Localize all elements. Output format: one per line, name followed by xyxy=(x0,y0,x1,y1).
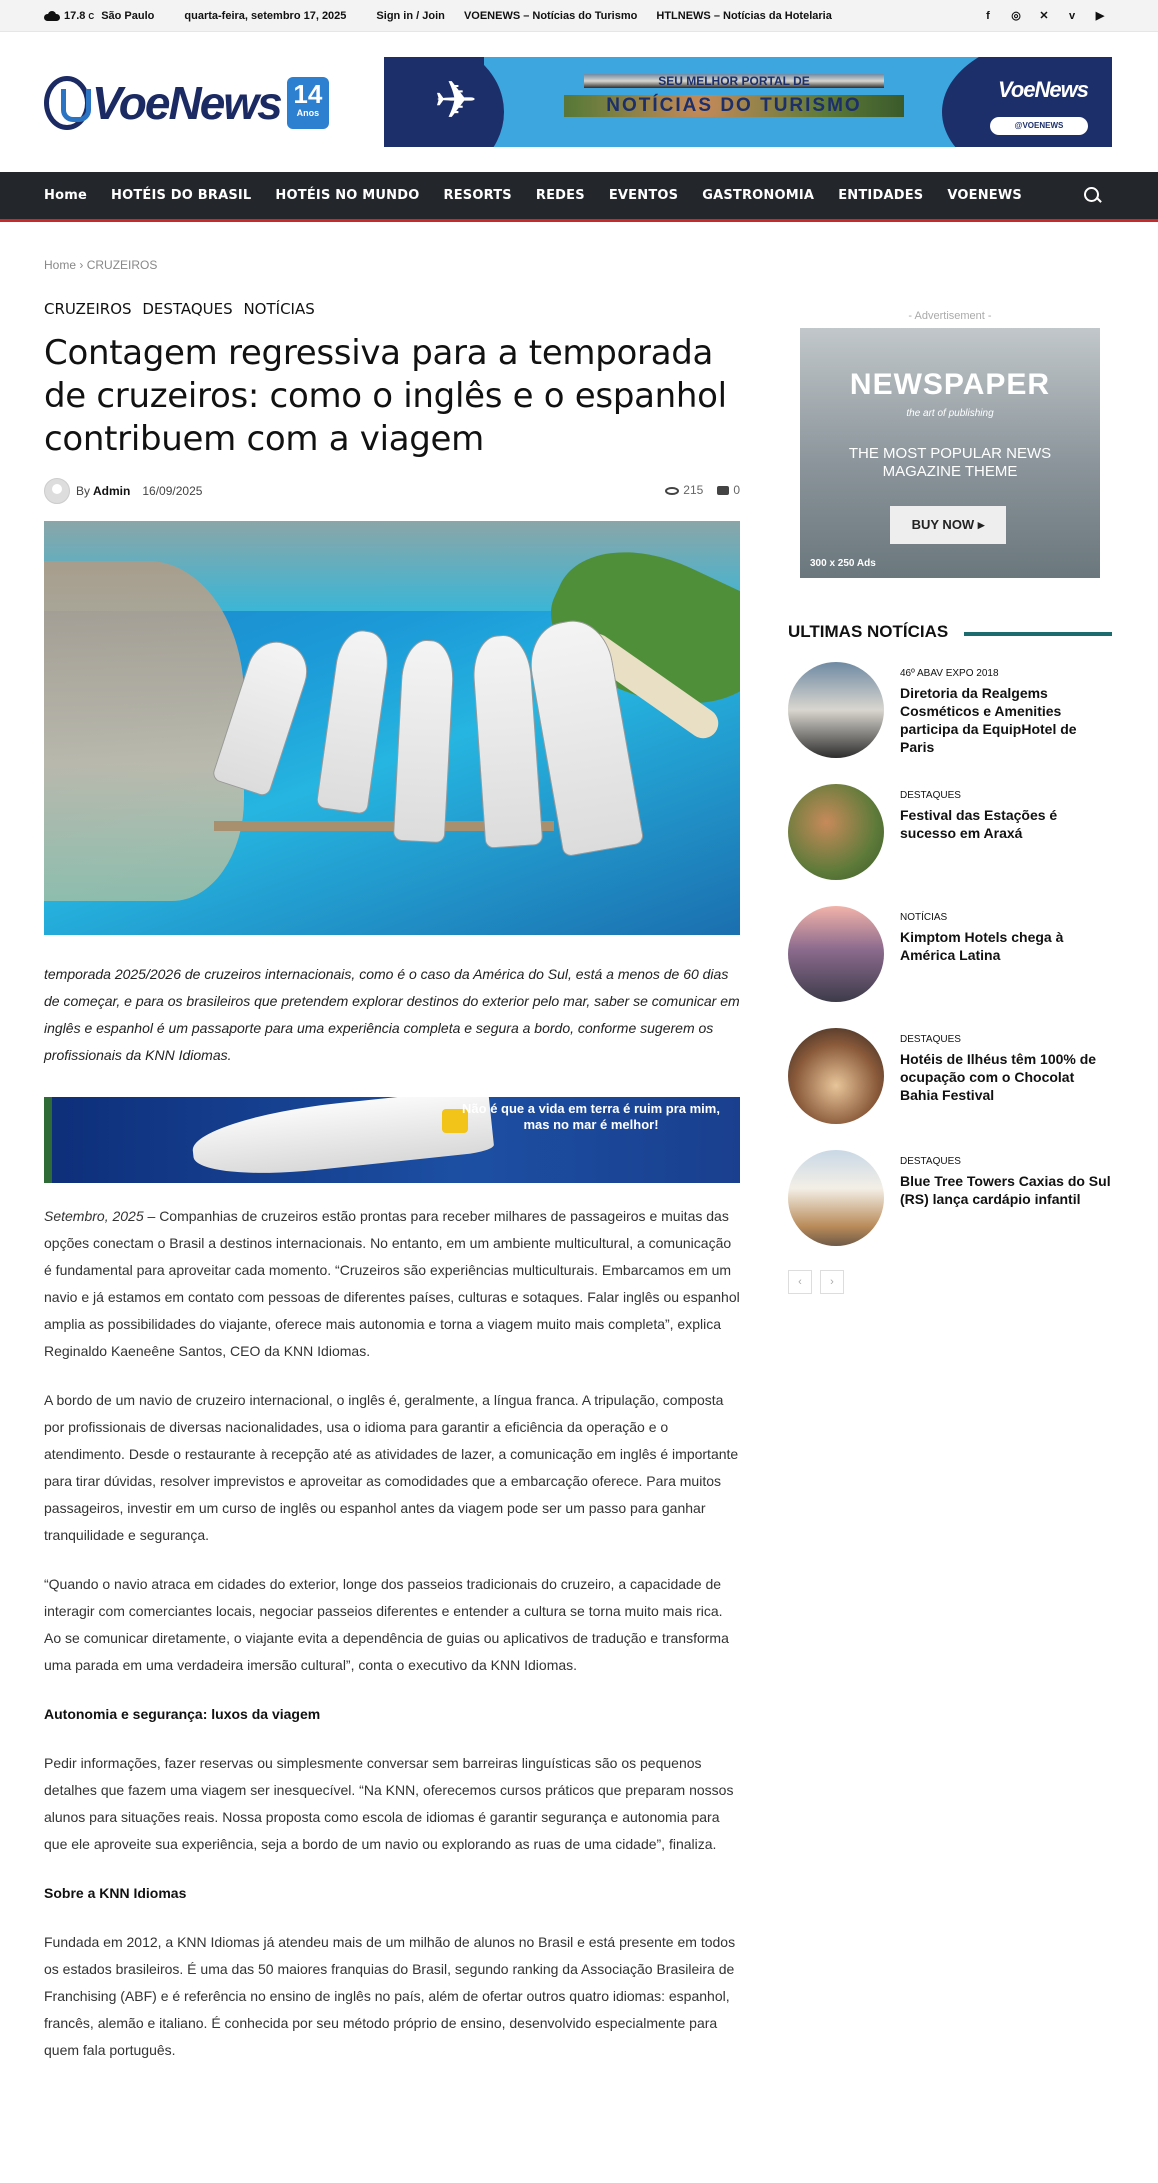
x-icon[interactable]: ✕ xyxy=(1039,10,1049,22)
news-category[interactable]: DESTAQUES xyxy=(900,790,961,801)
buy-now-label: BUY NOW xyxy=(911,517,975,532)
top-bar xyxy=(0,0,1158,32)
nav-item-redes[interactable]: REDES xyxy=(535,188,585,203)
news-category[interactable]: DESTAQUES xyxy=(900,1034,961,1045)
comment-icon xyxy=(717,486,729,495)
latest-news-title: ULTIMAS NOTÍCIAS xyxy=(788,622,964,641)
paragraph-1 xyxy=(44,1203,740,1365)
nav-item-entidades[interactable]: ENTIDADES xyxy=(838,188,924,203)
subheading-autonomia: Autonomia e segurança: luxos da viagem xyxy=(44,1706,321,1722)
article-title: Contagem regressiva para a temporada de cruzeiros: como o inglês e o espanhol contribuem com a viagem xyxy=(44,333,727,459)
promo-line-1: Não é que a vida em terra é ruim pra mim, xyxy=(462,1101,720,1116)
main-nav xyxy=(0,172,1158,222)
paragraph-4: Pedir informações, fazer reservas ou simplesmente conversar sem barreiras linguísticas são os pequenos detalhes que fazem uma viagem ser inesquecível. “Na KNN, oferecemos cursos práticos que preparam nossos alunos para situações reais. Nossa proposta como escola de idiomas é garantir segurança e autonomia para que ele aproveite sua experiência, seja a bordo de um navio ou explorando as ruas de uma cidade”, finaliza. xyxy=(44,1755,734,1852)
news-category[interactable]: NOTÍCIAS xyxy=(900,912,948,923)
cloud-icon xyxy=(44,11,60,21)
facebook-icon[interactable]: f xyxy=(986,10,990,22)
news-thumbnail[interactable] xyxy=(788,662,884,758)
buy-now-button[interactable] xyxy=(890,506,1006,544)
category-cruzeiros[interactable]: CRUZEIROS xyxy=(44,300,132,318)
sidebar xyxy=(788,300,1112,1294)
promo-banner-cruise[interactable] xyxy=(44,1097,740,1183)
youtube-icon[interactable]: ▶ xyxy=(1095,10,1105,22)
voenews-link[interactable]: VOENEWS – Notícias do Turismo xyxy=(463,10,638,22)
ad-line-1: THE MOST POPULAR NEWS xyxy=(848,445,1052,462)
news-title[interactable]: Kimptom Hotels chega à América Latina xyxy=(900,929,1064,963)
logo-text: VoeNews xyxy=(91,77,281,129)
hero-image-cruise-port xyxy=(44,521,740,935)
temperature-unit: C xyxy=(88,11,95,21)
badge-label: Anos xyxy=(296,108,320,118)
news-title[interactable]: Diretoria da Realgems Cosméticos e Amenities participa da EquipHotel de Paris xyxy=(900,685,1077,755)
vimeo-icon[interactable]: v xyxy=(1068,10,1076,22)
latest-news-heading xyxy=(788,622,1112,644)
logo-mark-icon xyxy=(44,76,90,130)
paragraph-1-text: – Companhias de cruzeiros estão prontas para receber milhares de passageiros e muitas das opções conectam o Brasil a destinos internacionais. No entanto, em um ambiente multicultural, a comunicação é fundamental para aproveitar cada momento. “Cruzeiros são experiências multiculturais. Embarcamos em um navio e já estamos em contato com pessoas de diferentes países, culturas e sotaques. Falar inglês ou espanhol amplia as possibilidades do viajante, oferece mais autonomia e torna a viagem muito mais completa”, explica Reginaldo Kaeneêne Santos, CEO da KNN Idiomas. xyxy=(44,1208,740,1359)
promo-line-2: mas no mar é melhor! xyxy=(523,1117,659,1132)
breadcrumb-separator: › xyxy=(79,258,84,272)
breadcrumb-home[interactable]: Home xyxy=(44,258,77,272)
advertisement-label: - Advertisement - xyxy=(908,310,992,322)
nav-item-hoteis-no-mundo[interactable]: HOTÉIS NO MUNDO xyxy=(275,188,420,203)
weather-widget xyxy=(44,10,154,22)
htlnews-link[interactable]: HTLNEWS – Notícias da Hotelaria xyxy=(656,10,832,22)
comments-value: 0 xyxy=(733,483,740,497)
news-title[interactable]: Hotéis de Ilhéus têm 100% de ocupação com o Chocolat Bahia Festival xyxy=(900,1051,1097,1103)
banner-logo: VoeNews xyxy=(997,77,1088,102)
nav-item-voenews[interactable]: VOENEWS xyxy=(947,188,1022,203)
news-pager xyxy=(788,1270,1112,1294)
author-name[interactable]: Admin xyxy=(93,484,131,498)
news-title[interactable]: Blue Tree Towers Caxias do Sul (RS) lança cardápio infantil xyxy=(900,1173,1111,1207)
news-category[interactable]: 46º ABAV EXPO 2018 xyxy=(900,668,999,679)
by-label: By xyxy=(76,484,91,498)
prev-page-button[interactable]: ‹ xyxy=(788,1270,812,1294)
ad-subtitle: the art of publishing xyxy=(906,408,994,419)
news-thumbnail[interactable] xyxy=(788,784,884,880)
breadcrumb-current[interactable]: CRUZEIROS xyxy=(86,258,158,272)
news-item[interactable] xyxy=(788,662,1112,758)
paragraph-2: A bordo de um navio de cruzeiro internacional, o inglês é, geralmente, a língua franca. A tripulação, composta por profissionais de diversas nacionalidades, usa o idioma para garantir a eficiência da operação e o atendimento. Desde o restaurante à recepção até as atividades de lazer, a comunicação em inglês é importante para tirar dúvidas, resolver imprevistos e aproveitar as comodidades que a embarcação oferece. Para muitos passageiros, investir em um curso de inglês ou espanhol antes da viagem pode ser um passo para ganhar tranquilidade e segurança. xyxy=(44,1392,739,1543)
news-item[interactable] xyxy=(788,1028,1112,1124)
news-thumbnail[interactable] xyxy=(788,906,884,1002)
news-category[interactable]: DESTAQUES xyxy=(900,1156,961,1167)
author-avatar[interactable] xyxy=(44,478,70,504)
nav-item-eventos[interactable]: EVENTOS xyxy=(608,188,679,203)
latest-news-list xyxy=(788,662,1112,1246)
badge-number: 14 xyxy=(293,79,323,109)
article-lead: temporada 2025/2026 de cruzeiros internacionais, como é o caso da América do Sul, está a menos de 60 dias de começar, e para os brasileiros que pretendem explorar destinos do exterior pelo mar, saber se comunicar em inglês e espanhol é um passaporte para uma experiência completa e segura a bordo, conforme sugerem os profissionais da KNN Idiomas. xyxy=(44,966,740,1063)
news-thumbnail[interactable] xyxy=(788,1028,884,1124)
current-date: quarta-feira, setembro 17, 2025 xyxy=(184,10,347,22)
header-banner-ad[interactable] xyxy=(384,57,1112,147)
banner-handle: @VOENEWS xyxy=(990,117,1088,135)
instagram-icon[interactable]: ◎ xyxy=(1011,10,1021,22)
eye-icon xyxy=(665,487,679,495)
sidebar-ad[interactable] xyxy=(800,328,1100,578)
news-item[interactable] xyxy=(788,1150,1112,1246)
caret-right-icon: ▸ xyxy=(977,517,985,532)
news-item[interactable] xyxy=(788,906,1112,1002)
banner-headline: NOTÍCIAS DO TURISMO xyxy=(564,95,904,117)
ad-line-2: MAGAZINE THEME xyxy=(882,463,1018,480)
paragraph-1-date: Setembro, 2025 xyxy=(44,1208,144,1224)
nav-item-resorts[interactable]: RESORTS xyxy=(443,188,512,203)
heading-divider xyxy=(964,632,1112,636)
city: São Paulo xyxy=(101,10,155,22)
comments-count[interactable] xyxy=(717,483,740,497)
next-page-button[interactable]: › xyxy=(820,1270,844,1294)
site-logo[interactable] xyxy=(44,72,329,134)
subheading-sobre-knn: Sobre a KNN Idiomas xyxy=(44,1885,187,1901)
category-noticias[interactable]: NOTÍCIAS xyxy=(243,300,315,318)
banner-tagline: SEU MELHOR PORTAL DE xyxy=(584,74,884,88)
views-count xyxy=(665,483,703,497)
nav-item-hoteis-do-brasil[interactable]: HOTÉIS DO BRASIL xyxy=(110,188,252,203)
publish-date: 16/09/2025 xyxy=(142,484,203,498)
site-header xyxy=(0,32,1158,172)
ad-size-label: 300 x 250 Ads xyxy=(810,558,876,569)
search-icon[interactable] xyxy=(1084,187,1102,205)
nav-item-home[interactable]: Home xyxy=(44,188,87,203)
sign-in-link[interactable]: Sign in / Join xyxy=(376,10,445,22)
news-thumbnail[interactable] xyxy=(788,1150,884,1246)
paragraph-5: Fundada em 2012, a KNN Idiomas já atendeu mais de um milhão de alunos no Brasil e está presente em todos os estados brasileiros. É uma das 50 maiores franquias do Brasil, segundo ranking da Associação Brasileira de Franchising (ABF) e é referência no ensino de inglês no país, além de ofertar outros quatro idiomas: espanhol, francês, alemão e italiano. É conhecida por seu método próprio de ensino, desenvolvido especialmente para quem fala português. xyxy=(44,1934,736,2058)
news-title[interactable]: Festival das Estações é sucesso em Araxá xyxy=(900,807,1058,841)
ad-brand: NEWSPAPER xyxy=(849,368,1051,401)
airplane-icon: ✈ xyxy=(434,72,478,130)
article xyxy=(44,300,740,2064)
anniversary-badge xyxy=(287,77,329,129)
paragraph-3: “Quando o navio atraca em cidades do exterior, longe dos passeios tradicionais do cruzeiro, a capacidade de interagir com comerciantes locais, negociar passeios diferentes e entender a cultura se torna muito mais rica. Ao se comunicar diretamente, o viajante evita a dependência de guias ou aplicativos de tradução e transforma uma parada em uma verdadeira imersão cultural”, conta o executivo da KNN Idiomas. xyxy=(44,1576,729,1673)
breadcrumb xyxy=(44,258,157,272)
article-meta xyxy=(44,477,740,505)
temperature: 17.8 xyxy=(64,10,86,22)
news-item[interactable] xyxy=(788,784,1112,880)
social-links xyxy=(982,0,1106,32)
category-destaques[interactable]: DESTAQUES xyxy=(142,300,233,318)
nav-item-gastronomia[interactable]: GASTRONOMIA xyxy=(702,188,815,203)
article-body xyxy=(44,1203,740,2064)
article-categories xyxy=(44,300,740,318)
views-value: 215 xyxy=(683,483,704,497)
